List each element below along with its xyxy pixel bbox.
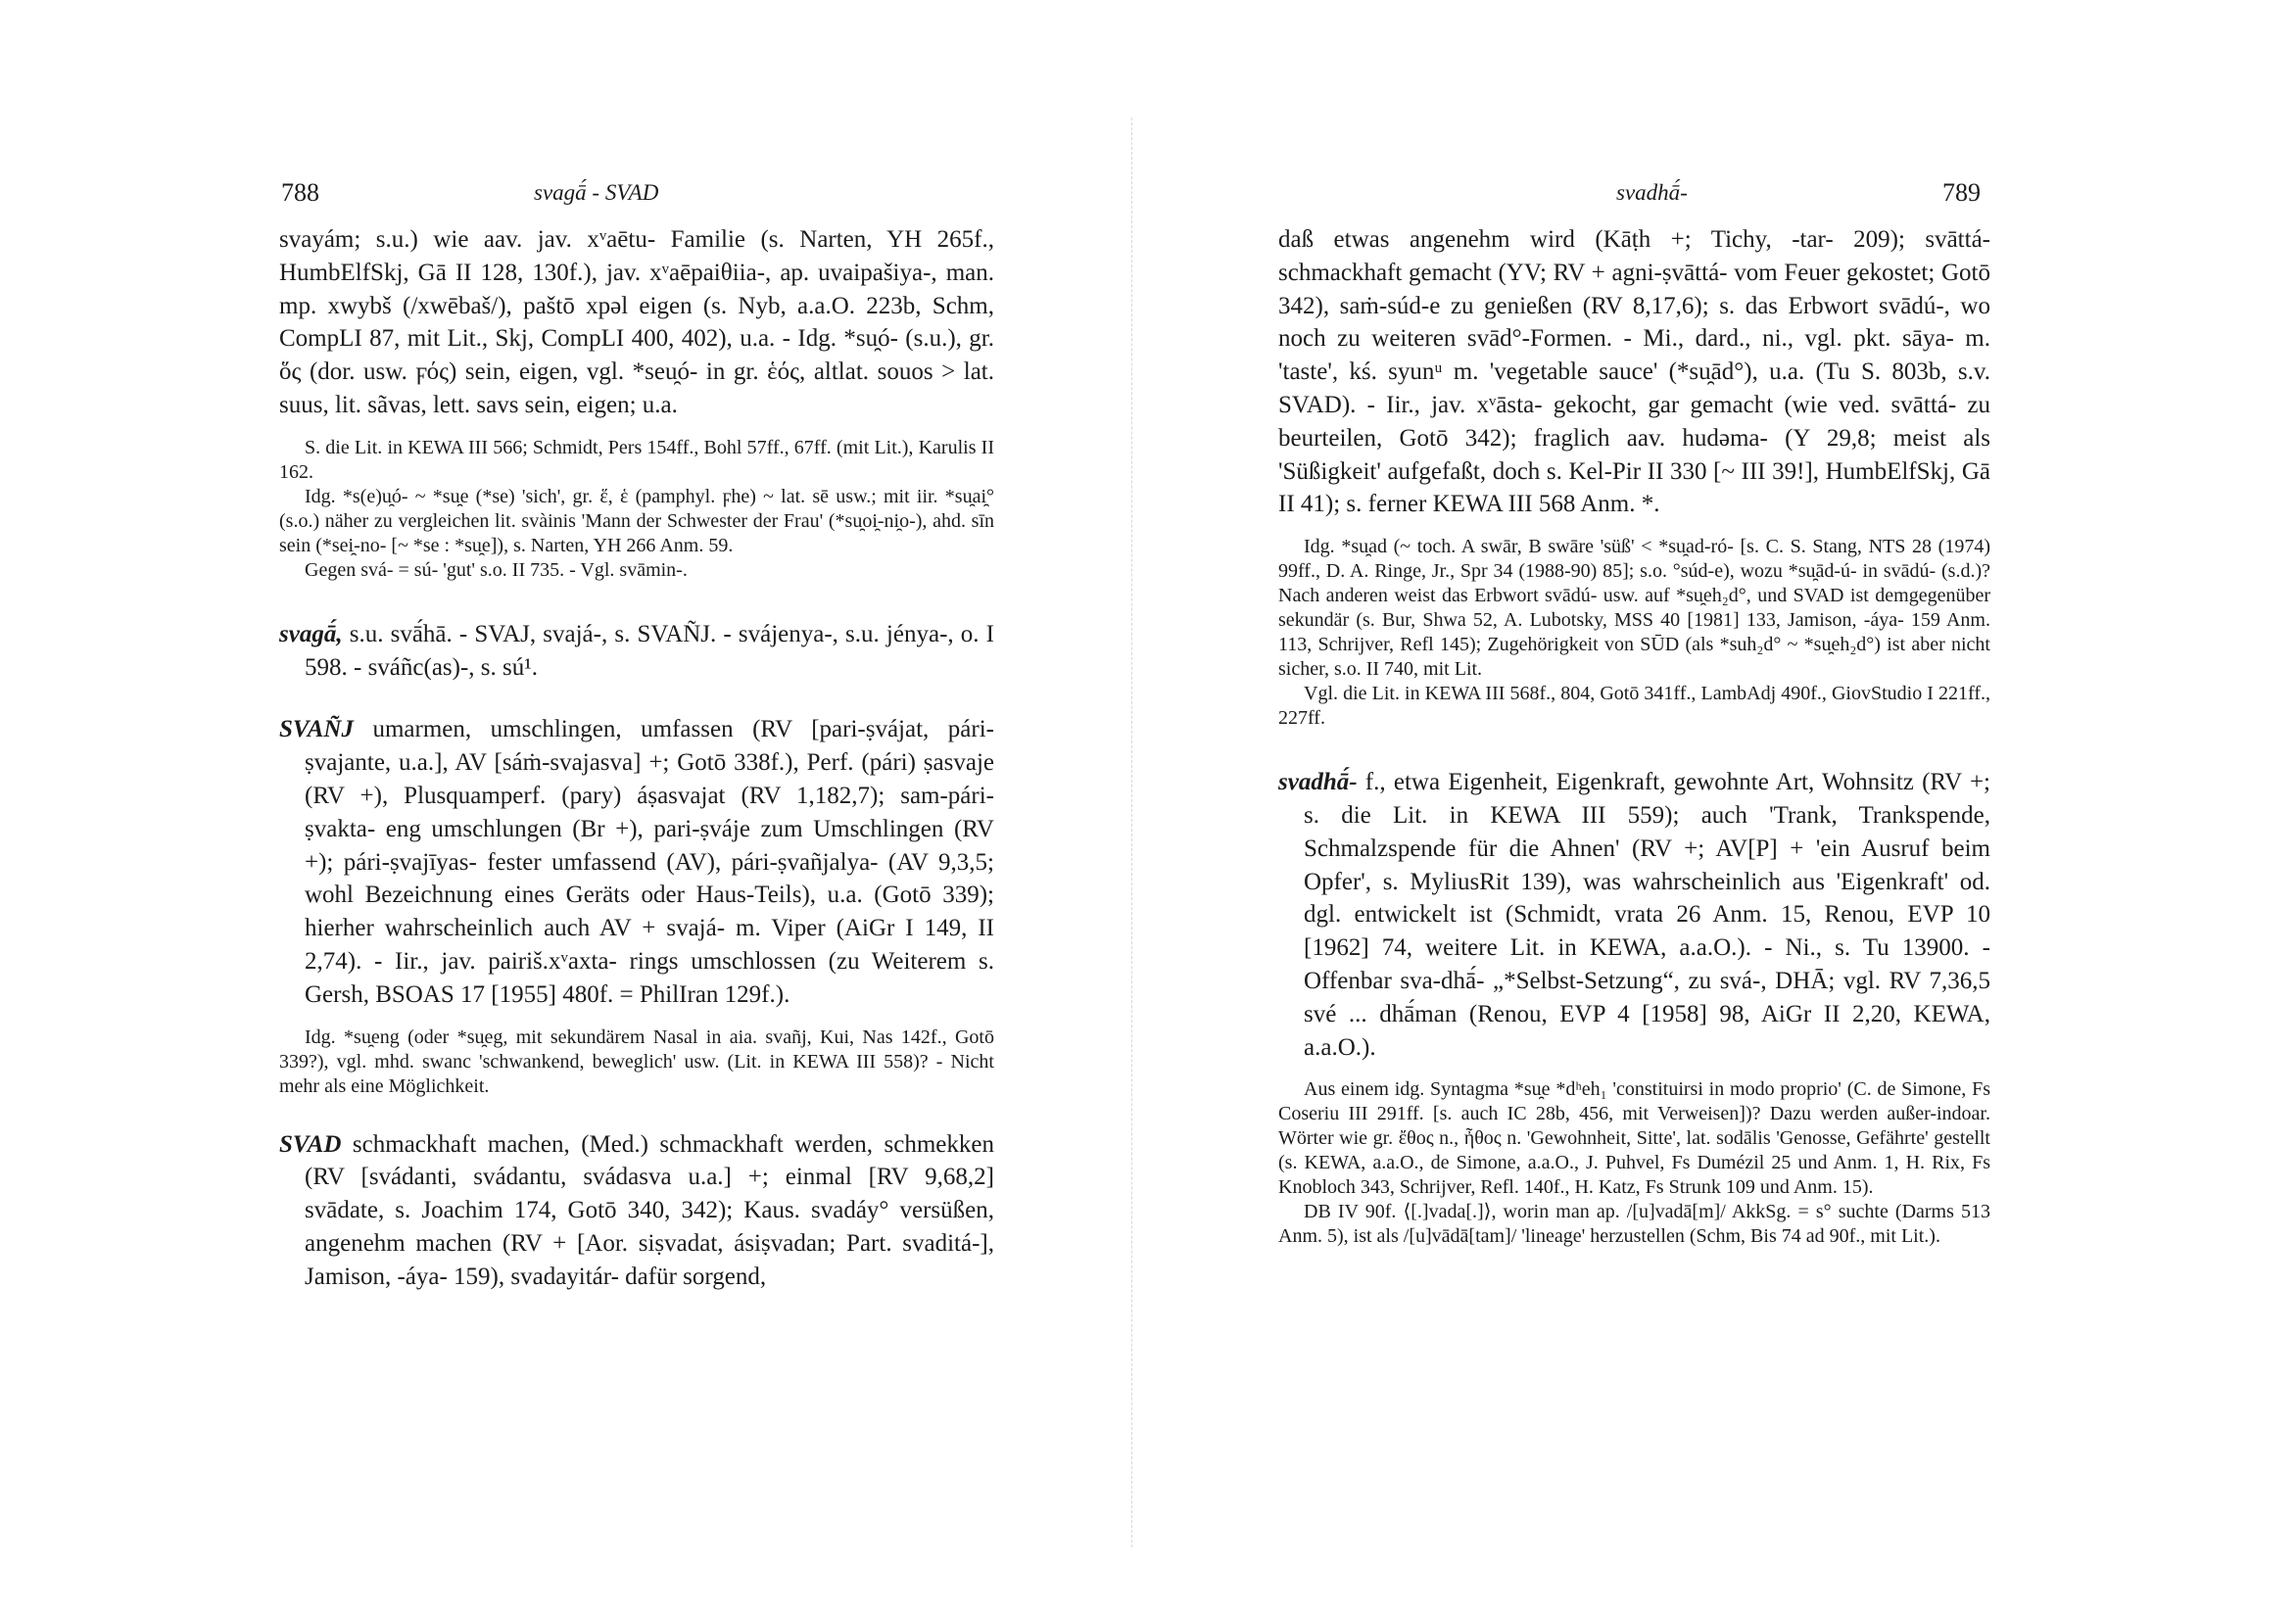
left-page-number: 788 — [281, 178, 319, 207]
left-paragraph-continuation: svayám; s.u.) wie aav. jav. xᵛaētu- Familie (s. Narten, YH 265f., HumbElfSkj, Gā II 128, 130f.), jav. xᵛaēpaiθiia-, ap. uvaipašiya-, man. mp. xwybš (/xwēbaš/), paštō xpəl eigen (s. Nyb, a.a.O. 223b, Schm, CompLI 87, mit Lit., Skj, CompLI 400, 402), u.a. - Idg. *su̯ó- (s.u.), gr. ὅς (dor. usw. ϝός) sein, eigen, vgl. *seu̯ó- in gr. ἑός, altlat. souos > lat. suus, lit. sãvas, lett. savs sein, eigen; u.a. — [279, 226, 994, 418]
entry-svaga — [279, 618, 994, 685]
left-running-title: svagā́ - SVAD — [534, 180, 659, 205]
right-note-etymology: Idg. *su̯ad (~ toch. A swār, B swāre 'süß' < *su̯ad-ró- [s. C. S. Stang, NTS 28 (1974) 99ff., D. A. Ringe, Jr., Spr 34 (1988-90) 85]; s.o. °súd-e), wozu *su̯ād-ú- in svādú- (s.d.)? Nach anderen weist das Erbwort svādú- usw. auf *su̯eh₂d°, und SVAD ist demgegenüber sekundär (s. Bur, Shwa 52, A. Lubotsky, MSS 40 [1981] 133, Jamison, -áya- 159 Anm. 113, Schrijver, Refl 145); Zugehörigkeit von SŪD (als *suh₂d° ~ *su̯eh₂d°) ist aber nicht sicher, s.o. II 740, mit Lit. — [1278, 536, 1990, 681]
left-note-crossref: Gegen svá- = sú- 'gut' s.o. II 735. - Vgl. svāmin-. — [305, 558, 688, 581]
book-gutter — [1131, 118, 1132, 1548]
right-running-head — [1278, 178, 1990, 212]
lemma-svanj: SVAÑJ — [279, 716, 354, 743]
left-page-body — [279, 223, 994, 1294]
entry-svanj-text: umarmen, umschlingen, umfassen (RV [pari-ṣvájat, pári-ṣvajante, u.a.], AV [sáṁ-svajasva] +; Gotō 338f.), Perf. (pári) ṣasvaje (RV +), Plusquamperf. (pary) áṣasvajat (RV 1,182,7); sam-pári-ṣvakta- eng umschlungen (Br +), pari-ṣváje zum Umschlingen (RV +); pári-ṣvajīyas- fester umfassend (AV), pári-ṣvañjalya- (AV 9,3,5; wohl Bezeichnung eines Geräts oder Haus-Teils), u.a. (Gotō 339); hierher wahrscheinlich auch AV + svajá- m. Viper (AiGr I 149, II 2,74). - Iir., jav. pairiš.xᵛaxta- rings umschlossen (zu Weiterem s. Gersh, BSOAS 17 [1955] 480f. = PhilIran 129f.). — [305, 716, 994, 1008]
right-page-body — [1278, 223, 1990, 1249]
right-running-title: svadhā́- — [1616, 180, 1688, 205]
entry-svadha-text: f., etwa Eigenheit, Eigenkraft, gewohnte Art, Wohnsitz (RV +; s. die Lit. in KEWA III 559); auch 'Trank, Trankspende, Schmalzspende für die Ahnen' (RV +; AV[P] + 'ein Ausruf beim Opfer', s. MyliusRit 139), was wahrscheinlich aus 'Eigenkraft' od. dgl. entwickelt ist (Schmidt, vrata 26 Anm. 15, Renou, EVP 10 [1962] 74, weitere Lit. in KEWA, a.a.O.). - Ni., s. Tu 13900. - Offenbar sva-dhā́- „*Selbst-Setzung“, zu svá-, DHĀ; vgl. RV 7,36,5 své ... dhā́man (Renou, EVP 4 [1958] 98, AiGr II 2,20, KEWA, a.a.O.). — [1304, 769, 1990, 1061]
entry-svad — [279, 1128, 994, 1294]
left-note-svanj: Idg. *su̯eng (oder *su̯eg, mit sekundärem Nasal in aia. svañj, Kui, Nas 142f., Gotō 339?), vgl. mhd. swanc 'schwankend, beweglich' usw. (Lit. in KEWA III 558)? - Nicht mehr als eine Möglichkeit. — [279, 1026, 994, 1097]
right-note-syntagma: Aus einem idg. Syntagma *su̯e *dʰeh₁ 'constituirsi in modo proprio' (C. de Simone, Fs Coseriu III 291ff. [s. auch IC 28b, 456, mit Verweisen])? Dazu werden außer-indoar. Wörter wie gr. ἔθος n., ἦθος n. 'Gewohnheit, Sitte', lat. sodālis 'Genosse, Gefährte' gestellt (s. KEWA, a.a.O., de Simone, a.a.O., J. Puhvel, Fs Dumézil 25 und Anm. 1, H. Rix, Fs Knobloch 343, Schrijver, Refl. 140f., H. Katz, Fs Strunk 109 und Anm. 15). — [1278, 1078, 1990, 1199]
right-note-db: DB IV 90f. ⟨[.]vada[.]⟩, worin man ap. /[u]vadā[m]/ AkkSg. = s° suchte (Darms 513 Anm. 5), ist als /[u]vādā[tam]/ 'lineage' herzustellen (Schm, Bis 74 ad 90f., mit Lit.). — [1278, 1201, 1990, 1248]
entry-svadha — [1278, 766, 1990, 1064]
right-note-literature: Vgl. die Lit. in KEWA III 568f., 804, Gotō 341ff., LambAdj 490f., GiovStudio I 221ff., 227ff. — [1278, 683, 1990, 730]
lemma-svaga: svagā́, — [279, 620, 343, 647]
right-page-number: 789 — [1942, 178, 1981, 207]
entry-svaga-text: s.u. svā́hā. - SVAJ, svajá-, s. SVAÑJ. - svájenya-, s.u. jénya-, o. I 598. - sváñc(as)-, s. sú¹. — [305, 620, 994, 681]
entry-svanj — [279, 713, 994, 1011]
entry-svad-text: schmackhaft machen, (Med.) schmackhaft werden, schmekken (RV [svádanti, svádantu, svádasva u.a.] +; einmal [RV 9,68,2] svādate, s. Joachim 174, Gotō 340, 342); Kaus. svadáy° versüßen, angenehm machen (RV + [Aor. siṣvadat, ásiṣvadan; Part. svaditá-], Jamison, -áya- 159), svadayitár- dafür sorgend, — [305, 1130, 994, 1290]
lemma-svadha: svadhā́- — [1278, 769, 1358, 796]
lemma-svad: SVAD — [279, 1130, 342, 1158]
left-note-literature: S. die Lit. in KEWA III 566; Schmidt, Pers 154ff., Bohl 57ff., 67ff. (mit Lit.), Karulis II 162. — [279, 436, 994, 483]
right-paragraph-continuation: daß etwas angenehm wird (Kāṭh +; Tichy, -tar- 209); svāttá- schmackhaft gemacht (YV; RV + agni-ṣvāttá- vom Feuer gekostet; Gotō 342), saṁ-súd-e zu genießen (RV 8,17,6); s. das Erbwort svādú-, wo noch zu weiteren svād°-Formen. - Mi., dard., ni., vgl. pkt. sāya- m. 'taste', kś. syunᵘ m. 'vegetable sauce' (*su̯ād°), u.a. (Tu S. 803b, s.v. SVAD). - Iir., jav. xᵛāsta- gekocht, gar gemacht (wie ved. svāttá- zu beurteilen, Gotō 342); fraglich aav. hudəma- (Y 29,8; meist als 'Süßigkeit' aufgefaßt, doch s. Kel-Pir II 330 [~ III 39!], HumbElfSkj, Gā II 41); s. ferner KEWA III 568 Anm. *. — [1278, 226, 1990, 518]
left-running-head — [279, 178, 994, 212]
left-note-etymology: Idg. *s(e)u̯ó- ~ *su̯e (*se) 'sich', gr. ἕ, ἑ (pamphyl. ϝhe) ~ lat. sē usw.; mit iir. *su̯ai̯° (s.o.) näher zu vergleichen lit. svàinis 'Mann der Schwester der Frau' (*su̯oi̯-ni̯o-), ahd. sīn sein (*sei̯-no- [~ *se : *su̯e]), s. Narten, YH 266 Anm. 59. — [279, 485, 994, 556]
